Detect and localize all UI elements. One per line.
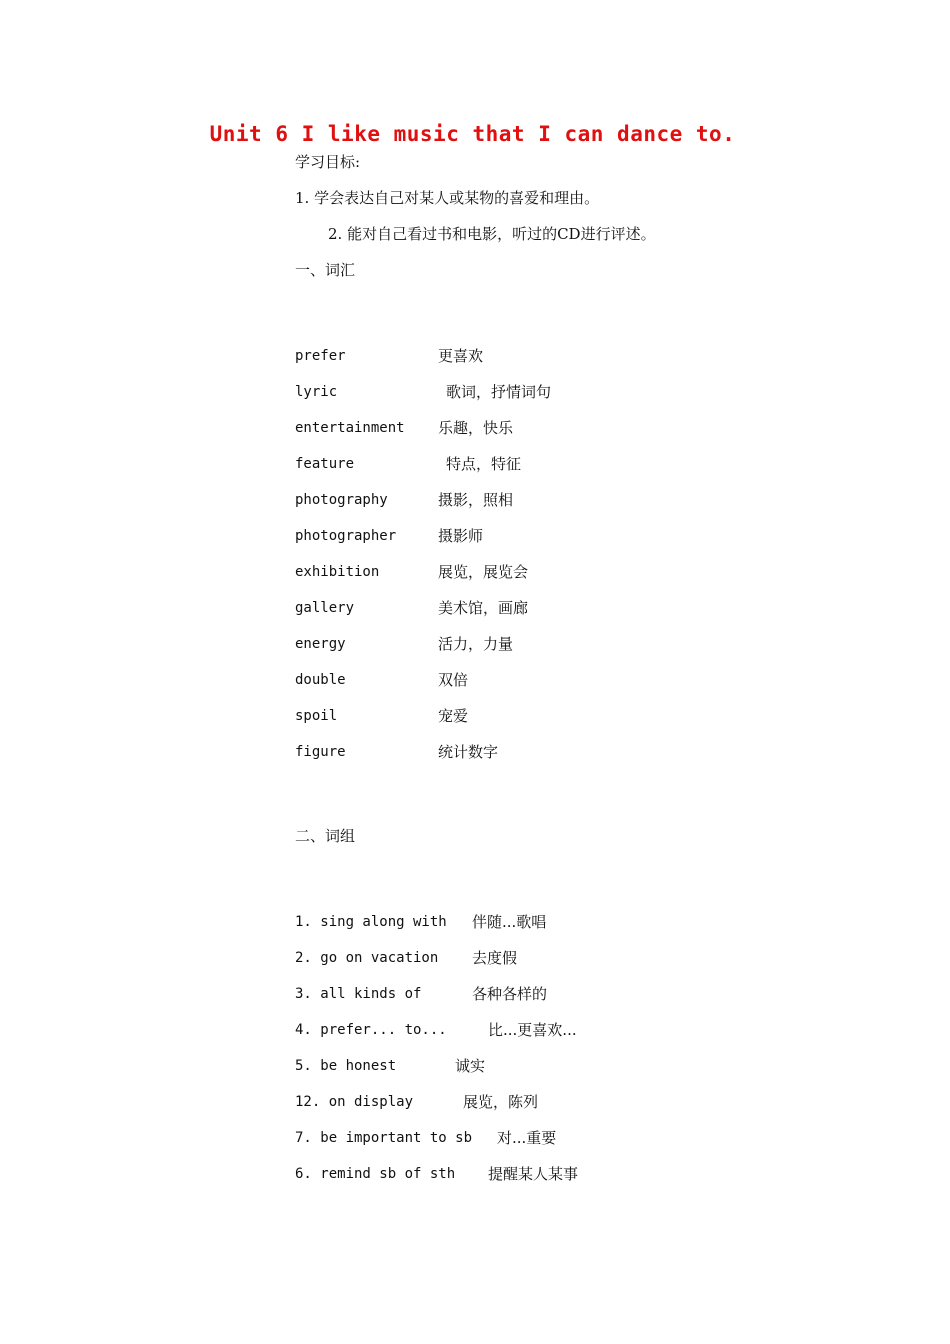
phrase-meaning: 伴随...歌唱 xyxy=(472,913,547,931)
phrase-meaning: 比...更喜欢... xyxy=(488,1021,577,1039)
vocab-word: feature xyxy=(295,456,355,472)
phrase-text: 6. remind sb of sth xyxy=(295,1166,456,1182)
vocab-word: gallery xyxy=(295,600,355,616)
phrase-meaning: 提醒某人某事 xyxy=(488,1165,579,1183)
objectives-heading: 学习目标: xyxy=(295,153,361,171)
vocab-meaning: 乐趣，快乐 xyxy=(438,419,514,437)
vocab-meaning: 展览，展览会 xyxy=(438,563,529,581)
phrase-meaning: 去度假 xyxy=(472,949,518,967)
phrase-meaning: 各种各样的 xyxy=(472,985,548,1003)
vocab-meaning: 统计数字 xyxy=(438,743,499,761)
vocab-word: double xyxy=(295,672,346,688)
phrase-text: 1. sing along with xyxy=(295,914,447,930)
phrase-meaning: 对...重要 xyxy=(497,1129,557,1147)
objective-item: 2. 能对自己看过书和电影，听过的CD进行评述。 xyxy=(328,225,656,243)
vocab-meaning: 摄影师 xyxy=(438,527,484,545)
phrase-text: 5. be honest xyxy=(295,1058,397,1074)
vocab-word: energy xyxy=(295,636,346,652)
vocab-meaning: 活力，力量 xyxy=(438,635,514,653)
vocab-word: exhibition xyxy=(295,564,380,580)
vocab-word: photographer xyxy=(295,528,397,544)
vocab-meaning: 美术馆，画廊 xyxy=(438,599,529,617)
phrase-text: 4. prefer... to... xyxy=(295,1022,447,1038)
vocab-meaning: 双倍 xyxy=(438,671,469,689)
phrase-text: 12. on display xyxy=(295,1094,414,1110)
phrase-text: 3. all kinds of xyxy=(295,986,422,1002)
vocab-meaning: 摄影，照相 xyxy=(438,491,514,509)
phrases-heading: 二、词组 xyxy=(295,827,356,845)
page-title: Unit 6 I like music that I can dance to. xyxy=(209,122,736,146)
phrase-text: 7. be important to sb xyxy=(295,1130,473,1146)
vocab-meaning: 特点，特征 xyxy=(446,455,522,473)
vocabulary-heading: 一、词汇 xyxy=(295,261,356,279)
vocab-meaning: 歌词，抒情词句 xyxy=(446,383,552,401)
vocab-word: prefer xyxy=(295,348,346,364)
objective-item: 1. 学会表达自己对某人或某物的喜爱和理由。 xyxy=(295,189,600,207)
vocab-word: figure xyxy=(295,744,346,760)
phrase-meaning: 诚实 xyxy=(455,1057,486,1075)
vocab-meaning: 宠爱 xyxy=(438,707,469,725)
vocab-word: spoil xyxy=(295,708,338,724)
phrase-text: 2. go on vacation xyxy=(295,950,439,966)
phrase-meaning: 展览，陈列 xyxy=(463,1093,539,1111)
vocab-meaning: 更喜欢 xyxy=(438,347,484,365)
vocab-word: photography xyxy=(295,492,388,508)
vocab-word: entertainment xyxy=(295,420,405,436)
vocab-word: lyric xyxy=(295,384,338,400)
